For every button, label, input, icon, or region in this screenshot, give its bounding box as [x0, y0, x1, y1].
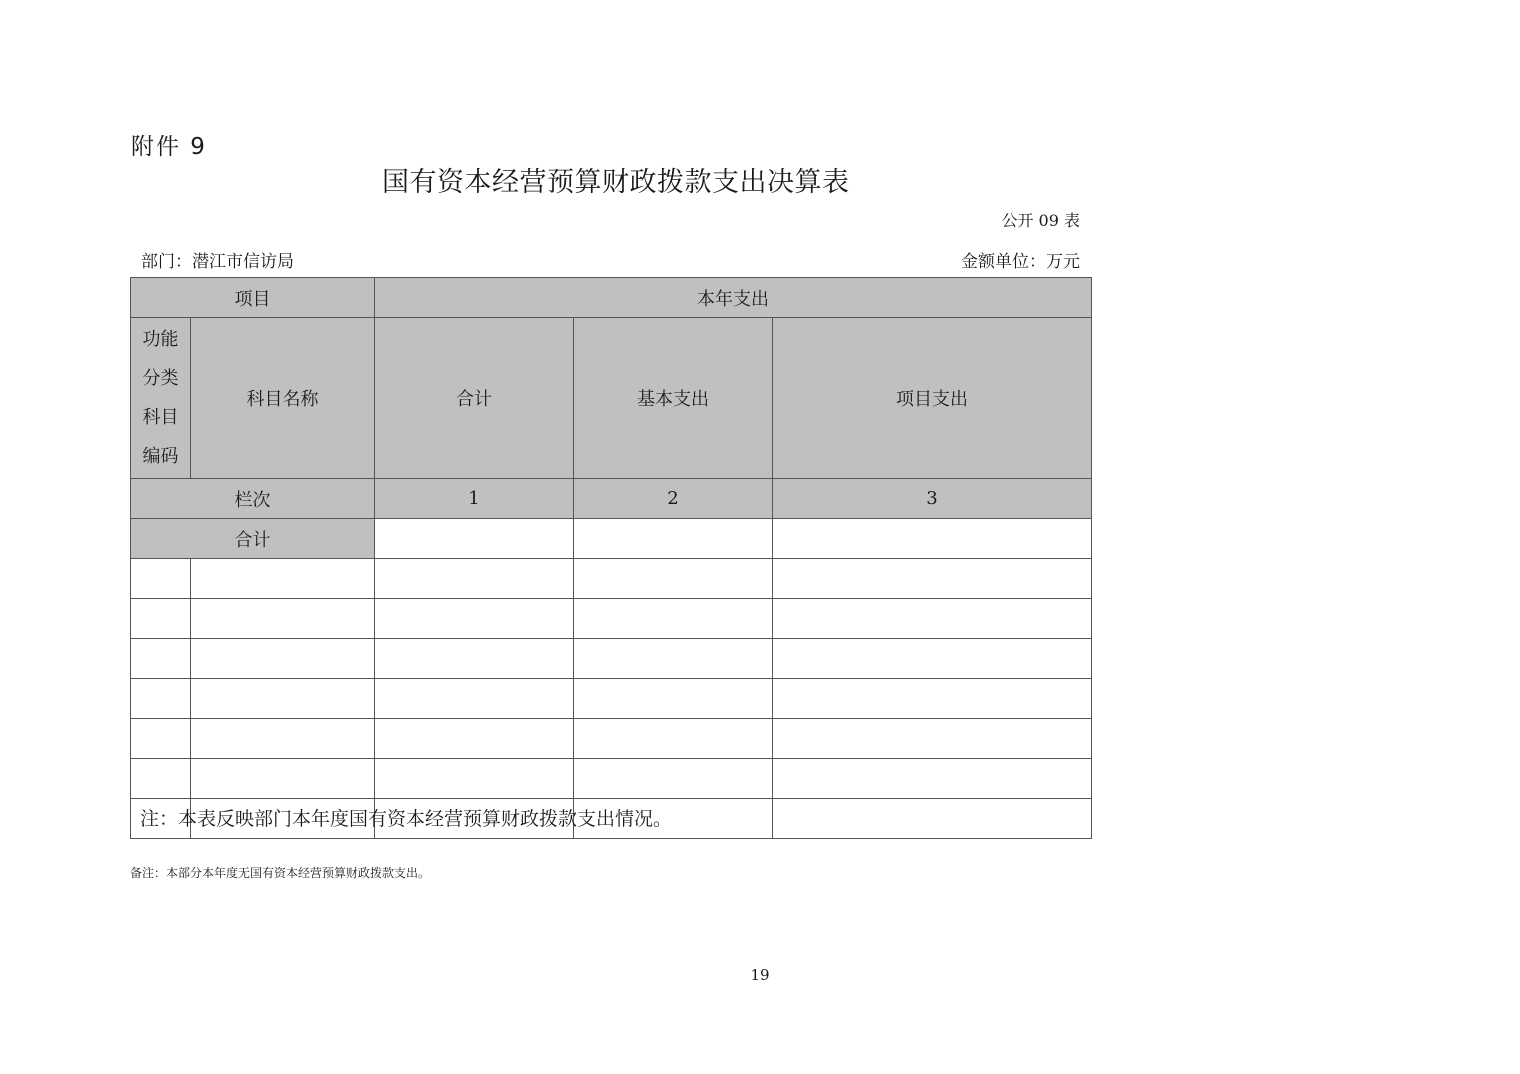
subject-name-header: 科目名称	[191, 318, 375, 479]
table-cell	[191, 679, 375, 719]
total-cell-project	[773, 519, 1092, 559]
column-index-label: 栏次	[131, 479, 375, 519]
table-cell	[773, 559, 1092, 599]
table-cell	[773, 719, 1092, 759]
total-cell-total	[375, 519, 574, 559]
table-cell	[773, 759, 1092, 799]
code-header-line: 功能	[142, 329, 179, 350]
table-cell	[131, 679, 191, 719]
budget-table	[130, 277, 1092, 839]
table-row	[131, 599, 1092, 639]
table-row	[131, 559, 1092, 599]
table-cell	[574, 559, 773, 599]
total-header: 合计	[375, 318, 574, 479]
current-year-header: 本年支出	[375, 278, 1092, 318]
total-cell-basic	[574, 519, 773, 559]
table-cell	[131, 559, 191, 599]
table-cell	[773, 799, 1092, 839]
unit-label: 金额单位：万元	[961, 252, 1080, 272]
table-row	[131, 679, 1092, 719]
table-cell	[191, 759, 375, 799]
table-cell	[574, 719, 773, 759]
page-number: 19	[750, 966, 770, 984]
column-index-3: 3	[773, 479, 1092, 519]
column-index-2: 2	[574, 479, 773, 519]
table-cell	[574, 639, 773, 679]
table-cell	[375, 759, 574, 799]
item-header: 项目	[131, 278, 375, 318]
table-cell	[191, 559, 375, 599]
column-index-row	[131, 479, 1092, 519]
table-cell	[375, 719, 574, 759]
table-row	[131, 719, 1092, 759]
department-label: 部门：潜江市信访局	[141, 252, 294, 272]
table-row	[131, 639, 1092, 679]
table-cell	[131, 719, 191, 759]
table-cell	[574, 599, 773, 639]
project-expense-header: 项目支出	[773, 318, 1092, 479]
table-cell	[131, 759, 191, 799]
table-cell	[191, 719, 375, 759]
table-header-row-1	[131, 278, 1092, 318]
function-code-header	[131, 318, 191, 479]
table-cell	[131, 639, 191, 679]
table-header-row-2	[131, 318, 1092, 479]
table-row	[131, 759, 1092, 799]
table-cell	[191, 599, 375, 639]
page-title: 国有资本经营预算财政拨款支出决算表	[382, 167, 850, 198]
table-cell	[131, 599, 191, 639]
table-cell	[574, 679, 773, 719]
table-cell	[375, 639, 574, 679]
table-cell	[773, 679, 1092, 719]
form-code: 公开 09 表	[1001, 211, 1080, 230]
code-header-line: 编码	[142, 446, 179, 467]
remark: 备注：本部分本年度无国有资本经营预算财政拨款支出。	[130, 866, 431, 880]
basic-expense-header: 基本支出	[574, 318, 773, 479]
table-cell	[375, 679, 574, 719]
code-header-line: 科目	[142, 407, 179, 428]
table-cell	[773, 599, 1092, 639]
column-index-1: 1	[375, 479, 574, 519]
table-note: 注：本表反映部门本年度国有资本经营预算财政拨款支出情况。	[140, 808, 673, 830]
table-cell	[773, 639, 1092, 679]
table-cell	[375, 599, 574, 639]
table-cell	[375, 559, 574, 599]
total-row	[131, 519, 1092, 559]
code-header-line: 分类	[142, 368, 179, 389]
table-cell	[191, 639, 375, 679]
total-row-label: 合计	[131, 519, 375, 559]
table-cell	[574, 759, 773, 799]
attachment-label: 附件 9	[131, 134, 207, 160]
